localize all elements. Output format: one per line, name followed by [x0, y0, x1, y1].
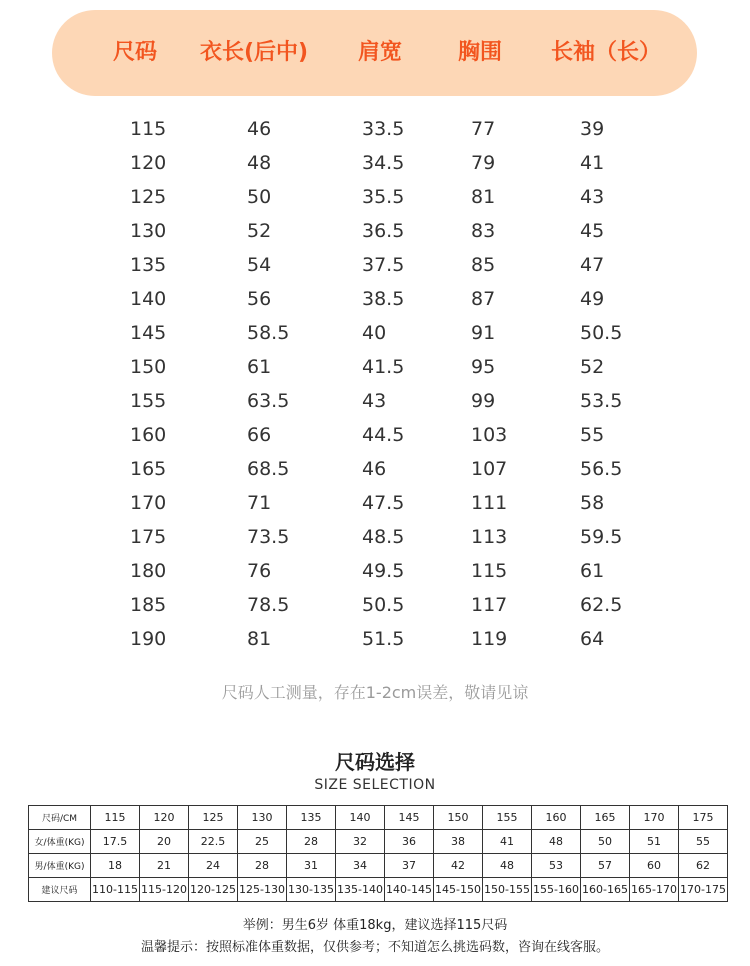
size-chart-cell-length: 58.5: [247, 322, 290, 344]
size-chart-cell-length: 78.5: [247, 594, 290, 616]
size-chart-cell-length: 76: [247, 560, 272, 582]
size-selection-cell: 115-120: [140, 878, 189, 902]
size-chart-cell-chest: 111: [471, 492, 508, 514]
size-selection-cell: 140-145: [385, 878, 434, 902]
size-chart-cell-chest: 103: [471, 424, 508, 446]
size-selection-cell: 38: [434, 830, 483, 854]
size-chart-row: [0, 248, 750, 282]
size-chart-cell-shoulder: 43: [362, 390, 387, 412]
size-chart-cell-length: 48: [247, 152, 272, 174]
size-chart-row: [0, 554, 750, 588]
size-chart-row: [0, 282, 750, 316]
size-selection-cell: 165-170: [630, 878, 679, 902]
size-selection-cell: 31: [287, 854, 336, 878]
size-chart-cell-size: 125: [130, 186, 167, 208]
size-chart-cell-size: 150: [130, 356, 167, 378]
size-chart-row: [0, 350, 750, 384]
size-selection-cell: 48: [532, 830, 581, 854]
size-selection-cell: 110-115: [91, 878, 140, 902]
size-selection-cell: 20: [140, 830, 189, 854]
size-selection-cell: 60: [630, 854, 679, 878]
size-chart-cell-chest: 83: [471, 220, 496, 242]
size-selection-cell: 120: [140, 806, 189, 830]
size-selection-cell: 130: [238, 806, 287, 830]
size-selection-cell: 34: [336, 854, 385, 878]
size-chart-cell-sleeve: 61: [580, 560, 605, 582]
size-selection-cell: 145-150: [434, 878, 483, 902]
size-chart-cell-length: 52: [247, 220, 272, 242]
size-selection-cell: 125-130: [238, 878, 287, 902]
size-chart-cell-chest: 81: [471, 186, 496, 208]
size-chart-cell-size: 170: [130, 492, 167, 514]
size-chart-cell-size: 135: [130, 254, 167, 276]
size-chart-cell-size: 140: [130, 288, 167, 310]
size-chart-cell-size: 160: [130, 424, 167, 446]
size-chart-cell-shoulder: 51.5: [362, 628, 405, 650]
header-sleeve: 长袖（长）: [551, 40, 662, 65]
size-selection-row: [29, 806, 728, 830]
size-selection-cell: 160-165: [581, 878, 630, 902]
size-chart-cell-size: 185: [130, 594, 167, 616]
size-chart-cell-length: 66: [247, 424, 272, 446]
size-selection-cell: 21: [140, 854, 189, 878]
size-selection-cell: 150: [434, 806, 483, 830]
size-selection-cell: 155: [483, 806, 532, 830]
size-chart-cell-size: 120: [130, 152, 167, 174]
size-chart-cell-size: 190: [130, 628, 167, 650]
size-chart-cell-length: 73.5: [247, 526, 290, 548]
size-selection-cell: 36: [385, 830, 434, 854]
size-chart-row: [0, 384, 750, 418]
header-shoulder: 肩宽: [358, 40, 403, 65]
size-chart-cell-sleeve: 58: [580, 492, 605, 514]
size-chart-row: [0, 180, 750, 214]
size-chart-cell-chest: 113: [471, 526, 508, 548]
size-selection-cell: 41: [483, 830, 532, 854]
header-size: 尺码: [113, 40, 158, 65]
size-chart-cell-chest: 85: [471, 254, 496, 276]
size-selection-cell: 28: [287, 830, 336, 854]
size-chart-row: [0, 622, 750, 656]
size-chart-cell-length: 81: [247, 628, 272, 650]
size-chart-cell-chest: 119: [471, 628, 508, 650]
size-chart-cell-shoulder: 49.5: [362, 560, 405, 582]
size-chart-cell-length: 50: [247, 186, 272, 208]
size-chart-row: [0, 486, 750, 520]
size-chart-cell-shoulder: 47.5: [362, 492, 405, 514]
size-chart-row: [0, 214, 750, 248]
size-selection-cell: 32: [336, 830, 385, 854]
size-chart-row: [0, 418, 750, 452]
size-selection-cell: 53: [532, 854, 581, 878]
size-selection-cell: 55: [679, 830, 728, 854]
size-selection-cell: 170: [630, 806, 679, 830]
size-chart-cell-sleeve: 59.5: [580, 526, 623, 548]
size-chart-cell-sleeve: 52: [580, 356, 605, 378]
size-selection-cell: 57: [581, 854, 630, 878]
size-chart-cell-shoulder: 36.5: [362, 220, 405, 242]
size-selection-cell: 28: [238, 854, 287, 878]
size-chart-cell-length: 61: [247, 356, 272, 378]
size-chart-cell-shoulder: 38.5: [362, 288, 405, 310]
size-chart-cell-length: 54: [247, 254, 272, 276]
size-chart-cell-shoulder: 50.5: [362, 594, 405, 616]
size-chart-cell-shoulder: 48.5: [362, 526, 405, 548]
size-selection-cell: 135-140: [336, 878, 385, 902]
size-selection-cell: 25: [238, 830, 287, 854]
size-chart-cell-length: 68.5: [247, 458, 290, 480]
size-selection-cell: 120-125: [189, 878, 238, 902]
size-chart-cell-sleeve: 64: [580, 628, 605, 650]
size-chart-cell-shoulder: 40: [362, 322, 387, 344]
size-selection-subtitle: SIZE SELECTION: [314, 777, 436, 793]
size-selection-cell: 115: [91, 806, 140, 830]
size-chart-cell-sleeve: 49: [580, 288, 605, 310]
header-length: 衣长(后中): [200, 40, 309, 65]
size-chart-cell-chest: 87: [471, 288, 496, 310]
size-chart-cell-size: 145: [130, 322, 167, 344]
size-selection-cell: 160: [532, 806, 581, 830]
size-chart-cell-chest: 95: [471, 356, 496, 378]
size-selection-cell: 17.5: [91, 830, 140, 854]
size-selection-cell: 50: [581, 830, 630, 854]
size-selection-row-label: 男/体重(KG): [29, 854, 91, 878]
size-chart-cell-sleeve: 39: [580, 118, 605, 140]
size-chart-cell-sleeve: 53.5: [580, 390, 623, 412]
size-chart-cell-sleeve: 50.5: [580, 322, 623, 344]
size-chart-row: [0, 452, 750, 486]
size-chart-row: [0, 316, 750, 350]
size-chart-cell-shoulder: 33.5: [362, 118, 405, 140]
size-selection-cell: 125: [189, 806, 238, 830]
size-chart-row: [0, 146, 750, 180]
size-selection-cell: 51: [630, 830, 679, 854]
size-chart-cell-sleeve: 45: [580, 220, 605, 242]
size-selection-cell: 140: [336, 806, 385, 830]
size-selection-cell: 145: [385, 806, 434, 830]
size-chart-cell-size: 175: [130, 526, 167, 548]
size-selection-cell: 48: [483, 854, 532, 878]
measurement-note: 尺码人工测量，存在1-2cm误差，敬请见谅: [221, 683, 529, 702]
size-chart-cell-shoulder: 41.5: [362, 356, 405, 378]
size-chart-cell-chest: 117: [471, 594, 508, 616]
size-selection-cell: 165: [581, 806, 630, 830]
size-chart-cell-length: 63.5: [247, 390, 290, 412]
size-selection-table: [28, 805, 728, 902]
size-chart-cell-size: 180: [130, 560, 167, 582]
size-selection-cell: 24: [189, 854, 238, 878]
size-chart-row: [0, 588, 750, 622]
size-chart-row: [0, 520, 750, 554]
size-chart-cell-chest: 107: [471, 458, 508, 480]
size-selection-row: [29, 830, 728, 854]
size-selection-cell: 130-135: [287, 878, 336, 902]
size-chart-cell-sleeve: 43: [580, 186, 605, 208]
size-selection-title: 尺码选择: [335, 750, 415, 774]
size-chart-cell-length: 46: [247, 118, 272, 140]
size-chart-cell-size: 130: [130, 220, 167, 242]
size-chart-cell-length: 56: [247, 288, 272, 310]
size-chart-cell-size: 155: [130, 390, 167, 412]
size-selection-row-label: 尺码/CM: [29, 806, 91, 830]
size-chart-cell-length: 71: [247, 492, 272, 514]
size-selection-row: [29, 878, 728, 902]
size-selection-row-label: 女/体重(KG): [29, 830, 91, 854]
size-chart-cell-sleeve: 62.5: [580, 594, 623, 616]
size-selection-cell: 37: [385, 854, 434, 878]
size-selection-cell: 62: [679, 854, 728, 878]
size-selection-cell: 155-160: [532, 878, 581, 902]
size-selection-cell: 150-155: [483, 878, 532, 902]
header-chest: 胸围: [458, 40, 503, 65]
size-chart-cell-chest: 99: [471, 390, 496, 412]
size-example: 举例：男生6岁 体重18kg，建议选择115尺码: [242, 918, 508, 933]
size-chart-cell-sleeve: 47: [580, 254, 605, 276]
size-selection-cell: 42: [434, 854, 483, 878]
size-chart-row: [0, 112, 750, 146]
size-chart-cell-shoulder: 44.5: [362, 424, 405, 446]
size-selection-cell: 135: [287, 806, 336, 830]
size-chart-cell-shoulder: 37.5: [362, 254, 405, 276]
size-chart-cell-chest: 79: [471, 152, 496, 174]
size-chart-cell-sleeve: 56.5: [580, 458, 623, 480]
size-chart-cell-chest: 115: [471, 560, 508, 582]
size-selection-cell: 170-175: [679, 878, 728, 902]
size-chart-cell-shoulder: 34.5: [362, 152, 405, 174]
size-chart-cell-size: 165: [130, 458, 167, 480]
size-chart-cell-size: 115: [130, 118, 167, 140]
size-selection-cell: 175: [679, 806, 728, 830]
size-selection-cell: 18: [91, 854, 140, 878]
size-chart-cell-chest: 77: [471, 118, 496, 140]
size-selection-cell: 22.5: [189, 830, 238, 854]
size-chart-cell-shoulder: 46: [362, 458, 387, 480]
size-chart-cell-sleeve: 55: [580, 424, 605, 446]
size-chart-cell-sleeve: 41: [580, 152, 605, 174]
size-selection-row: [29, 854, 728, 878]
warm-tip: 温馨提示：按照标准体重数据，仅供参考；不知道怎么挑选码数，咨询在线客服。: [140, 940, 609, 955]
size-selection-row-label: 建议尺码: [29, 878, 91, 902]
size-chart-cell-shoulder: 35.5: [362, 186, 405, 208]
size-chart-cell-chest: 91: [471, 322, 496, 344]
